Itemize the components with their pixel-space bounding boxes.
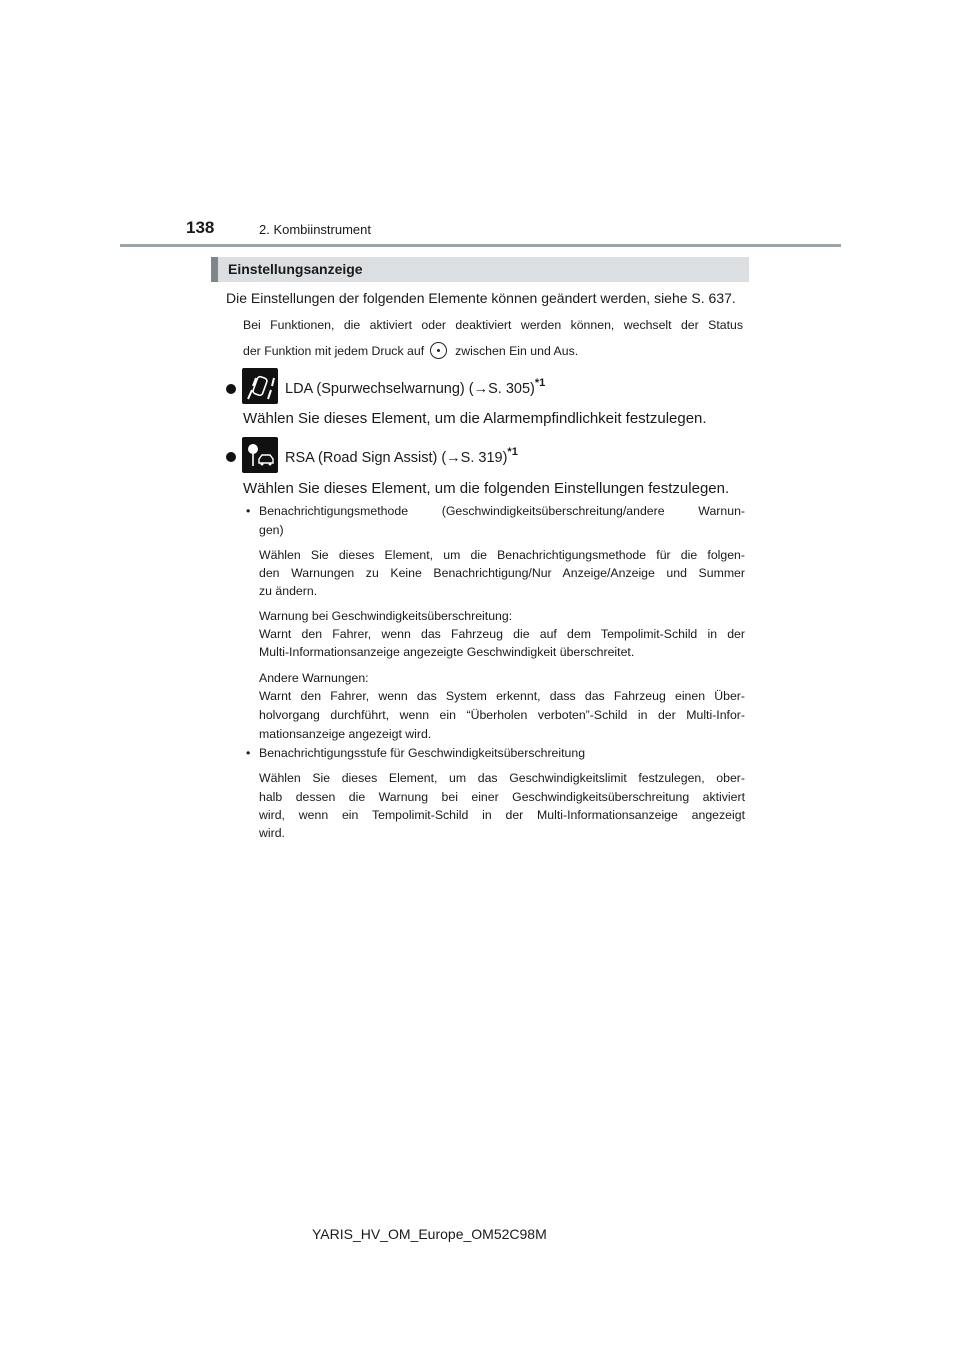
sub-paragraph-line: Multi-Informationsanzeige angezeigte Geschwindigkeit überschreitet.	[259, 645, 635, 659]
note-line-2	[243, 342, 743, 359]
footnote-marker: *1	[507, 446, 518, 458]
page-number: 138	[186, 218, 215, 237]
item-title-lda	[285, 377, 545, 397]
sub-paragraph-line: Warnt den Fahrer, wenn das System erkennt, dass das Fahrzeug einen Über-	[259, 689, 745, 703]
sub-bullet: •	[246, 746, 251, 760]
road-sign-assist-icon	[242, 437, 278, 473]
arrow-icon: →	[473, 381, 489, 397]
sub-paragraph-heading: Warnung bei Geschwindigkeitsüberschreitung:	[259, 609, 513, 623]
intro-text: Die Einstellungen der folgenden Elemente können geändert werden, siehe S. 637.	[226, 290, 736, 306]
sub-paragraph-line: zu ändern.	[259, 584, 318, 598]
lane-departure-icon	[242, 368, 278, 404]
item-title-text: RSA (Road Sign Assist) (	[285, 450, 447, 466]
item-desc-rsa: Wählen Sie dieses Element, um die folgenden Einstellungen festzulegen.	[243, 480, 730, 497]
document-code: YARIS_HV_OM_Europe_OM52C98M	[312, 1226, 547, 1242]
chapter-title: 2. Kombiinstrument	[259, 222, 371, 237]
page-reference[interactable]: S. 319)	[460, 450, 508, 466]
sub-paragraph-line: Warnt den Fahrer, wenn das Fahrzeug die auf dem Tempolimit-Schild in der	[259, 627, 745, 641]
bullet-dot	[226, 384, 236, 394]
arrow-icon: →	[446, 450, 461, 466]
note-line-2-end: zwischen Ein und Aus.	[455, 344, 579, 358]
sub-paragraph-line: Wählen Sie dieses Element, um die Benachrichtigungsmethode für die folgen-	[259, 548, 745, 562]
item-title-text: LDA (Spurwechselwarnung) (	[285, 381, 474, 397]
sub-paragraph-line: mationsanzeige angezeigt wird.	[259, 727, 432, 741]
sub-paragraph-line: wird, wenn ein Tempolimit-Schild in der Multi-Informationsanzeige angezeigt	[259, 808, 745, 822]
sub-title-line-1: Benachrichtigungsmethode (Geschwindigkeitsüberschreitung/andere Warnun-	[259, 504, 745, 518]
sub-paragraph-line: holvorgang durchführt, wenn ein “Überholen verboten”-Schild in der Multi-Infor-	[259, 708, 745, 722]
note-line-1: Bei Funktionen, die aktiviert oder deaktiviert werden können, wechselt der Status	[243, 318, 743, 332]
sub-bullet: •	[246, 504, 251, 518]
sub-title: Benachrichtigungsstufe für Geschwindigkeitsüberschreitung	[259, 746, 586, 760]
section-heading	[211, 257, 749, 282]
sub-paragraph-heading: Andere Warnungen:	[259, 671, 369, 685]
sub-paragraph-line: den Warnungen zu Keine Benachrichtigung/Nur Anzeige/Anzeige und Summer	[259, 566, 745, 580]
note-line-2-start: der Funktion mit jedem Druck auf	[243, 344, 425, 358]
sub-paragraph-line: Wählen Sie dieses Element, um das Geschwindigkeitslimit festzulegen, ober-	[259, 771, 745, 785]
item-desc-lda: Wählen Sie dieses Element, um die Alarmempfindlichkeit festzulegen.	[243, 410, 707, 427]
sub-paragraph-line: wird.	[259, 826, 285, 840]
header-rule	[120, 244, 841, 247]
sub-title-line-2: gen)	[259, 523, 284, 537]
footnote-marker: *1	[534, 377, 546, 389]
ok-button-icon	[430, 342, 447, 359]
sub-paragraph-line: halb dessen die Warnung bei einer Geschwindigkeitsüberschreitung aktiviert	[259, 790, 745, 804]
item-title-rsa	[285, 446, 518, 466]
bullet-dot	[226, 452, 236, 462]
section-title: Einstellungsanzeige	[228, 261, 363, 277]
page-reference[interactable]: S. 305)	[488, 381, 535, 397]
